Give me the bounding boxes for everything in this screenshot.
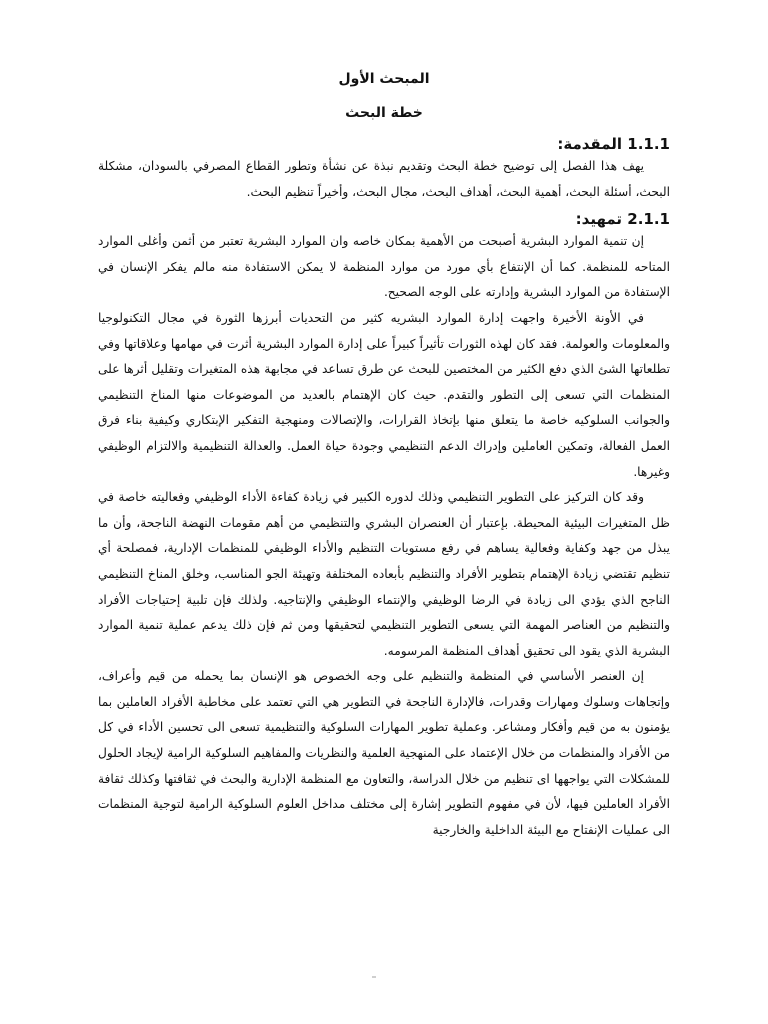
paragraph: إن تنمية الموارد البشرية أصبحت من الأهمية بمكان خاصه وان الموارد البشرية تعتبر من أثمن وأغلى الموارد المتاحه للمنظمة. كما أن الإنتفاع بأي مورد من موارد المنظمة لا يمكن الاستفادة منه مالم يفكر الإنسان في الإستفادة من الموارد البشرية وإدارته على الوجه الصحيح. (98, 234, 670, 300)
paragraph: يهف هذا الفصل إلى توضيح خطة البحث وتقديم نبذة عن نشأة وتطور القطاع المصرفي بالسودان، مشكلة البحث، أسئلة البحث، أهمية البحث، أهداف البحث، مجال البحث، وأخيراً تنظيم البحث. (98, 159, 670, 199)
document-body (98, 70, 670, 843)
section-title: المقدمة: (557, 135, 623, 153)
paragraph: وقد كان التركيز على التطوير التنظيمي وذلك لدوره الكبير في زيادة كفاءة الأداء الوظيفي وفعاليته خاصة في ظل المتغيرات البيئية المحيطة. بإعتبار أن العنصران البشري والتنظيمي من أهم مقومات النهضة الناجحة، وأن ما يبذل من جهد وكفاية وفعالية يساهم في رفع مستويات التنظيم والأداء الوظيفي للمنظمات الإدارية، فمصلحة أي تنظيم تقتضي زيادة الإهتمام بتطوير الأفراد والتنظيم بأبعاده المختلفة وتهيئة الجو المناسب، وخلق المناخ التنظيمي الناجح الذي يؤدي الى زيادة في الرضا الوظيفي والإنتماء الوظيفي والإنتاجيه. ولذلك فإن تلبية إحتياجات الأفراد والتنظيم من العناصر المهمة التي يسعى التطوير التنظيمي لتحقيقها ومن ثم فإن ذلك يدعم عملية تنمية الموارد البشرية الذي يقود الى تحقيق أهداف المنظمة المرسومه. (98, 490, 670, 658)
chapter-subtitle: خطة البحث (345, 105, 423, 121)
chapter-title: المبحث الأول (338, 71, 430, 87)
section-title: تمهيد: (575, 210, 623, 229)
paragraph: إن العنصر الأساسي في المنظمة والتنظيم على وجه الخصوص هو الإنسان بما يحمله من قيم وأعراف، وإتجاهات وسلوك ومهارات وقدرات، فالإدارة الناجحة في التطوير هي التي تعتمد على مخاطبة الأفراد العاملين بما يؤمنون به من قيم وأفكار ومشاعر. وعملية تطوير المهارات السلوكية والتنظيمية تسعى الى تحسين الأداء في كل من الأفراد والمنظمات من خلال الإعتماد على المنهجية العلمية والنظريات والمفاهيم السلوكية الرامية لإيجاد الحلول للمشكلات التي يواجهها اى تنظيم من خلال الدراسة، والتعاون مع المنظمة الإدارية والبحث في ثقافتها وكذلك ثقافة الأفراد العاملين فيها، لأن في مفهوم التطوير إشارة إلى مختلف مداخل العلوم السلوكية الرامية لتوجية المنظمات الى عمليات الإنفتاح مع البيئة الداخلية والخارجية (98, 669, 670, 837)
section-number: 2.1.1 (627, 210, 670, 229)
section-number: 1.1.1 (627, 135, 670, 153)
section-heading-preface (98, 209, 670, 229)
section-heading-introduction (98, 134, 670, 154)
paragraph: في الأونة الأخيرة واجهت إدارة الموارد البشريه كثير من التحديات أبرزها الثورة في مجال التكنولوجيا والمعلومات والعولمة. فقد كان لهذه الثورات تأثيراً كبيراً على إدارة الموارد البشرية أثرت في مهامها وعلاقاتها وفي تطلعاتها الشئ الذي دفع الكثير من المختصين للبحث عن طرق تساعد في مجابهة هذه المتغيرات وتقليل أثرها على المنظمات التي تسعى إلى التطور والتقدم. حيث كان الإهتمام بالعديد من الموضوعات منها المناخ التنظيمي والجوانب السلوكيه خاصة ما يتعلق منها بإتخاذ القرارات، والإتصالات ومنهجية التفكير الإبتكاري وكيفية بناء فرق العمل الفعالة، وتمكين العاملين وإدراك الدعم التنظيمي وجودة حياة العمل. والعدالة التنظيمية والالتزام الوظيفي وغيرها. (98, 310, 670, 479)
page-footer-mark (372, 976, 376, 978)
